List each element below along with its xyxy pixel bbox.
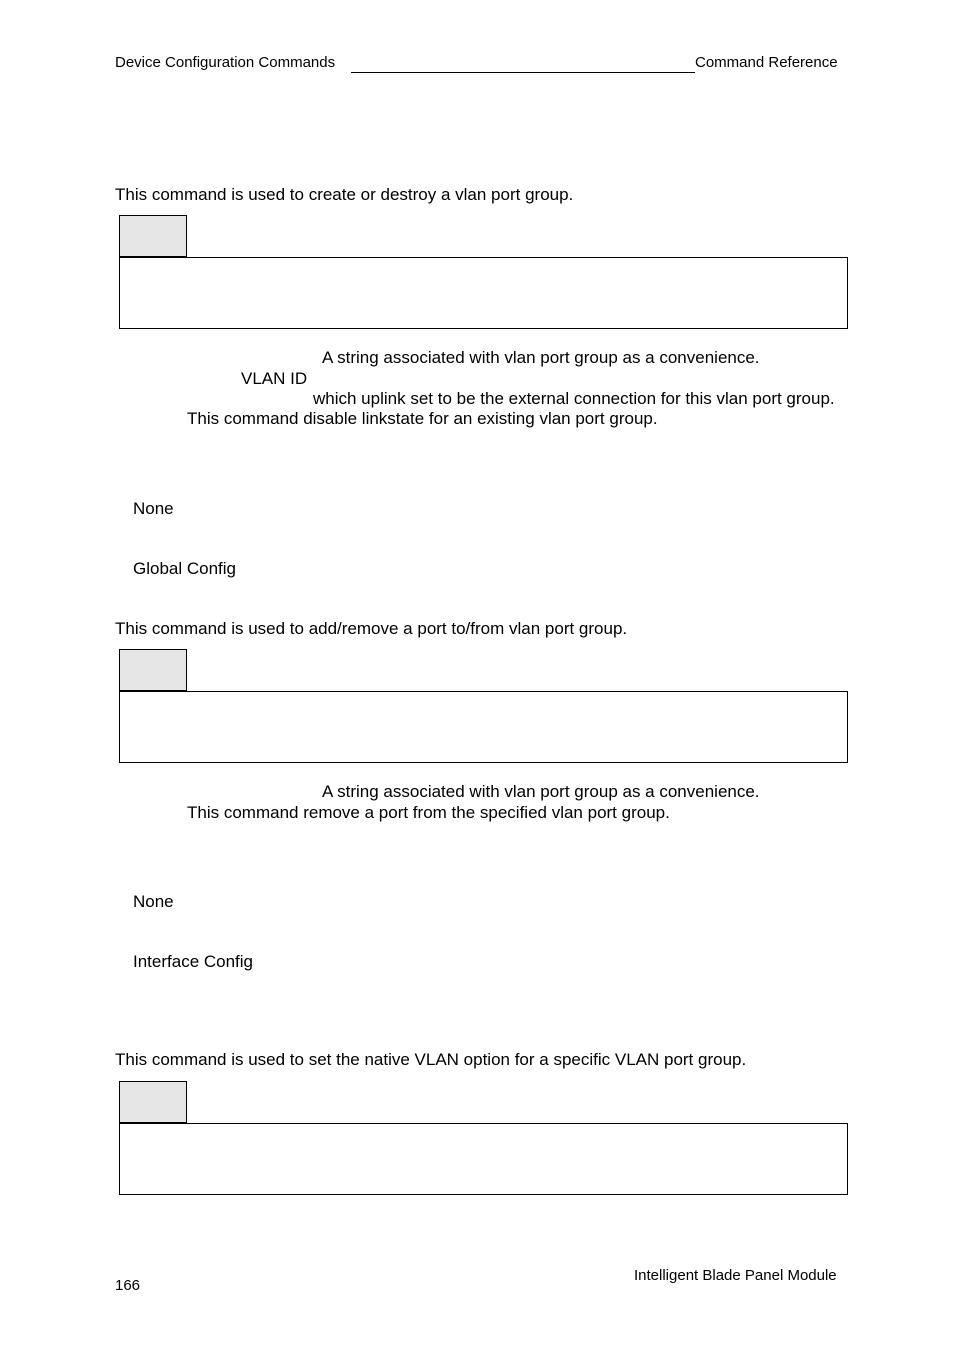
section2-default-value: None	[133, 892, 174, 911]
footer-page-number: 166	[115, 1277, 141, 1294]
section2-no-form-desc: This command remove a port from the specified vlan port group.	[187, 803, 670, 822]
section1-syntax-box	[119, 257, 848, 329]
section3-syntax-box	[119, 1123, 848, 1195]
section1-default-value: None	[133, 499, 174, 518]
section2-description: This command is used to add/remove a port to/from vlan port group.	[115, 619, 628, 638]
section1-description: This command is used to create or destroy a vlan port group.	[115, 185, 574, 204]
section1-param-name-desc: A string associated with vlan port group as a convenience.	[322, 348, 760, 367]
section1-vlan-id-desc: which uplink set to be the external connection for this vlan port group.	[313, 389, 835, 408]
section3-description: This command is used to set the native VLAN option for a specific VLAN port group.	[115, 1050, 747, 1069]
section2-syntax-box	[119, 691, 848, 763]
header-left-title: Device Configuration Commands	[115, 54, 336, 71]
section3-format-tab	[119, 1081, 187, 1123]
section1-no-form-desc: This command disable linkstate for an existing vlan port group.	[187, 409, 658, 428]
header-rule	[351, 72, 695, 73]
section1-format-tab	[119, 215, 187, 257]
section1-mode-value: Global Config	[133, 559, 237, 578]
section2-mode-value: Interface Config	[133, 952, 254, 971]
section2-param-name-desc: A string associated with vlan port group as a convenience.	[322, 782, 760, 801]
header-right-title: Command Reference	[695, 54, 838, 71]
footer-product-name: Intelligent Blade Panel Module	[634, 1267, 837, 1284]
section1-vlan-id-label: VLAN ID	[241, 369, 308, 388]
section2-format-tab	[119, 649, 187, 691]
